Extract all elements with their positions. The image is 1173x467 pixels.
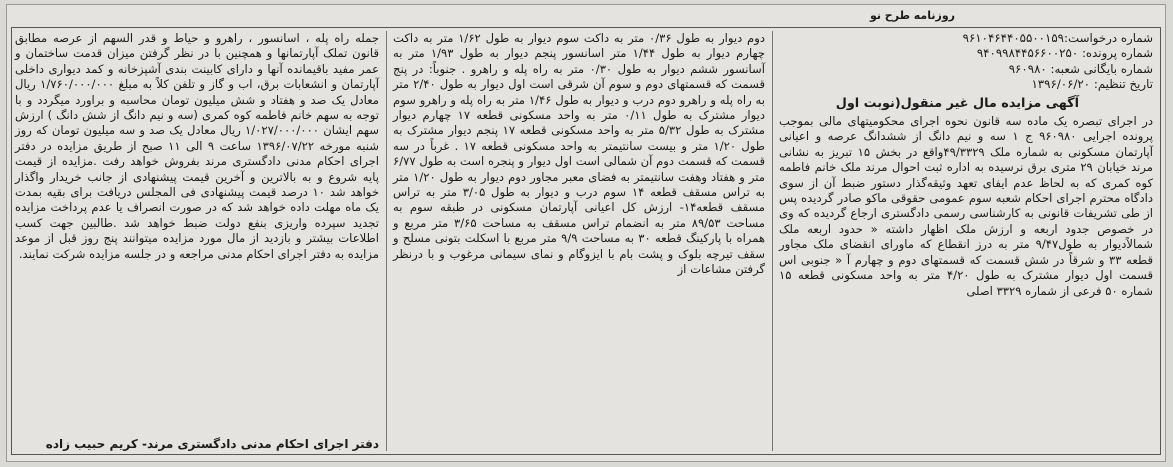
notice-column-1 — [779, 31, 1153, 299]
notice-body-part-3: جمله راه پله ، اسانسور ، راهرو و حیاط و قدر السهم از عرصه مطابق قانون تملک آپارتمانها و همچنین با در نظر گرفتن میزان قدمت ساختمان و عمر مفید باقیمانده آنها و دارای کابینت بندی آشپزخانه و کمد دیواری داخلی آپارتمان و انشعابات برق، اب و گاز و تلفن کلاً به مبلغ ۱/۷۶۰/۰۰۰/۰۰۰ ریال معادل یک صد و هفتاد و شش میلیون تومان محاسبه و براورد میگردد و با توجه به سهم خانم فاطمه کوه کمری (سه و نیم دانگ از شش دانگ ) ارزش سهم ایشان ۱/۰۲۷/۰۰۰/۰۰۰ ریال معادل یک صد و سه میلیون تومان که روز شنبه مورخه ۱۳۹۶/۰۷/۲۲ ساعت ۹ الی ۱۱ صبح از طریق مزایده در دفتر اجرای احکام مدنی دادگستری مرند بفروش خواهد رفت .مزایده از قیمت پایه شروع و به بالاترین و آخرین قیمت پیشنهادی از جانب خریدار واگذار خواهد شد ۱۰ درصد قیمت پیشنهادی فی المجلس دریافت برای بقیه بمدت یک ماه مهلت داده خواهد شد که در صورت انصراف یا عدم پرداخت مزایده تجدید سپرده واریزی بنفع دولت ضبط خواهد شد .طالبین جهت کسب اطلاعات بیشتر و بازدید از مال مورد مزایده میتوانند پنج روز قبل از موعد مزایده به دفتر اجرای احکام مدنی مراجعه و در جلسه مزایده شرکت نمایند. — [15, 31, 380, 261]
issue-date: تاریخ تنظیم: ۱۳۹۶/۰۶/۲۰ — [1031, 77, 1153, 92]
case-number: شماره پرونده: ۹۴۰۹۹۸۴۴۵۶۶۰۰۲۵۰ — [976, 46, 1153, 61]
case-metadata — [779, 31, 1153, 93]
notice-body-part-2: دوم دیوار به طول ۰/۳۶ متر به داکت سوم دیوار به طول ۱/۶۲ متر به داکت چهارم دیوار به طول ۱/۴۴ متر اسانسور پنجم دیوار به طول ۱/۹۳ متر به آسانسور ششم دیوار به طول ۰/۳۰ متر به راه پله و راهرو . جنوباً: در پنج قسمت که قسمتهای دوم و سوم آن شرقی است اول دیوار به طول ۲/۴۰ متر به راه پله و راهرو دوم درب و دیوار به طول ۱/۴۶ متر به راه پله و راهرو سوم دیوار مشترک به طول ۰/۱۱ متر به واحد مسکونی قطعه ۱۷ چهارم دیوار مشترک به طول ۵/۳۲ متر به واحد مسکونی قطعه ۱۷ پنجم دیوار مشترک به طول ۱/۲۰ متر و بیست سانتیمتر به واحد مسکونی قطعه ۱۷ . غرباً در سه قسمت که قسمت دوم آن شمالی است اول دیوار و پنجره است به طول ۶/۷۷ متر و هفتاد وهفت سانتیمتر به فضای معبر مجاور دوم دیوار به طول ۱/۲۰ متر به تراس مسقف قطعه ۱۴ سوم درب و دیوار به طول ۳/۰۵ متر به تراس مسقف قطعه۱۴- ارزش کل اعیانی آپارتمان مسکونی در طبقه سوم به مساحت ۸۹/۵۳ متر به انضمام تراس مسقف به مساحت ۳/۶۵ متر مربع و همراه با پارکینگ قطعه ۳۰ به مساحت ۹/۹ متر مربع با اسکلت بتونی مسلح و سقف تیرچه بلوک و پشت بام با ایزوگام و نمای سیمانی مرغوب و با درنظر گرفتن مشاعات از — [393, 31, 766, 277]
column-divider — [386, 31, 387, 451]
newspaper-name: روزنامه طرح نو — [869, 9, 955, 22]
notice-signature: دفتر اجرای احکام مدنی دادگستری مرند- کریم حبیب زاده — [45, 437, 379, 451]
column-divider — [772, 31, 773, 451]
archive-number: شماره بایگانی شعبه: ۹۶۰۹۸۰ — [1008, 61, 1153, 76]
newspaper-clipping — [6, 4, 1166, 462]
notice-column-3 — [15, 31, 379, 262]
notice-body-part-1: در اجرای تبصره یک ماده سه قانون نحوه اجرای محکومیتهای مالی بموجب پرونده اجرایی ۹۶۰۹۸۰ ج ۱ سه و نیم دانگ از ششدانگ عرصه و اعیانی آپارتمان مسکونی به شماره ملک ۴۹/۳۳۲۹واقع در بخش ۱۵ تبریز به نشانی مرند خیابان ۲۹ متری برق نرسیده به اداره ثبت احوال مرند ملک خانم فاطمه کوه کمری که به لحاظ عدم ایفای تعهد وثیقه‌گذار دستور ضبط آن از سوی دادگاه محترم اجرای احکام شعبه سوم عمومی حقوقی ماکو صادر گردیده پس از طی تشریفات قانونی به کارشناسی رسمی دادگستری ارجاع گردیده که وی در خصوص جدود اربعه و ارزش ملک اظهار داشته « حدود اربعه ملک شمالاًدیوار به طول۹/۴۷ متر به درز انقطاع که ماورای انقضای ملک مجاور قطعه ۳۳ و شرقاً در شش قسمت که قسمتهای دوم و چهارم آ « جنوبی اس قسمت اول دیوار مشترک به طول ۴/۲۰ متر به واحد مسکونی قطعه ۱۵ شماره ۵۰ فرعی از شماره ۳۳۲۹ اصلی — [779, 114, 1153, 298]
notice-column-2 — [393, 31, 765, 278]
notice-title: آگهی مزایده مال غیر منقول(نوبت اول — [835, 95, 1079, 111]
request-number: شماره درخواست:۹۶۱۰۴۶۴۴۰۵۵۰۰۱۵۹ — [962, 31, 1153, 45]
